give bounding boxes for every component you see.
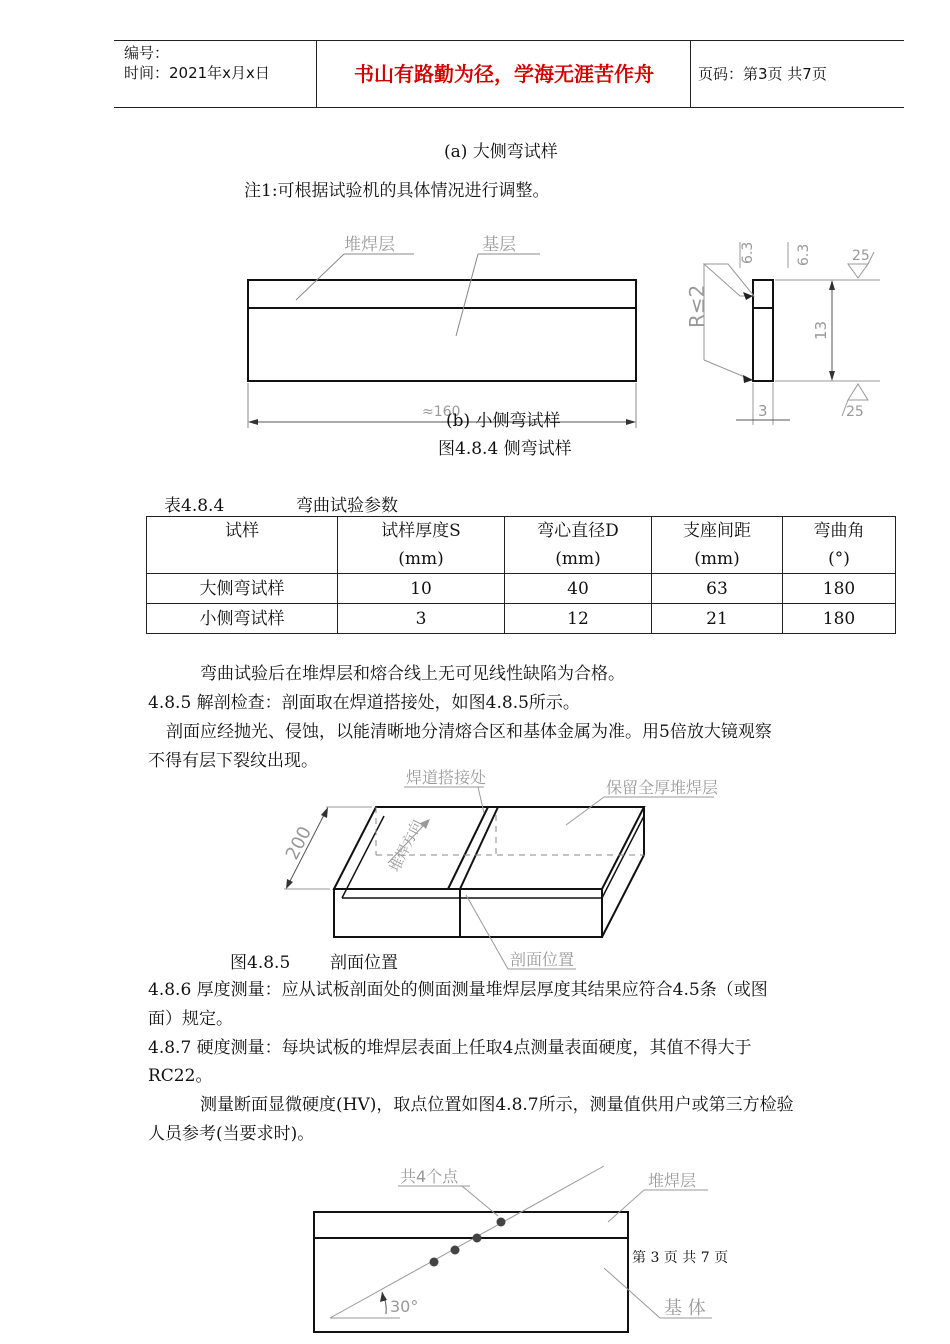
label-four-points: 共4个点 bbox=[400, 1167, 459, 1186]
header-text: 弯心直径D bbox=[537, 521, 619, 541]
note-1: 注1:可根据试验机的具体情况进行调整。 bbox=[244, 181, 550, 201]
layer-edge bbox=[602, 816, 644, 898]
header-motto: 书山有路勤为径，学海无涯苦作舟 bbox=[354, 62, 654, 86]
table-row bbox=[147, 604, 896, 634]
roughness-symbol bbox=[848, 384, 868, 400]
dimension-width: 3 bbox=[758, 402, 768, 420]
measurement-point bbox=[451, 1246, 460, 1255]
table-cell: 10 bbox=[338, 574, 505, 604]
section-4-8-5-heading: 4.8.5 解剖检查：剖面取在焊道搭接处，如图4.8.5所示。 bbox=[148, 693, 580, 713]
table-row bbox=[147, 574, 896, 604]
arrowhead bbox=[286, 879, 293, 889]
arrowhead bbox=[829, 371, 835, 381]
measurement-point bbox=[430, 1258, 439, 1267]
measurement-point bbox=[497, 1218, 506, 1227]
section-4-8-5-body: 不得有层下裂纹出现。 bbox=[148, 751, 318, 771]
header-text: 支座间距 bbox=[683, 521, 751, 541]
header-divider bbox=[316, 41, 317, 107]
figure-caption-a: (a) 大侧弯试样 bbox=[444, 142, 558, 162]
label-base-metal: 基 体 bbox=[664, 1298, 706, 1319]
table-cell: 小侧弯试样 bbox=[147, 604, 338, 634]
plate-side-edge bbox=[602, 855, 644, 937]
label-base-layer: 基层 bbox=[482, 235, 516, 255]
layer-edge bbox=[342, 816, 384, 898]
section-4-8-7-cont: RC22。 bbox=[148, 1066, 213, 1086]
hv-paragraph-cont: 人员参考(当要求时)。 bbox=[148, 1124, 315, 1144]
page-header bbox=[114, 40, 904, 108]
leader-line bbox=[296, 254, 344, 300]
arrowhead bbox=[380, 1292, 387, 1302]
roughness-label: 6.3 bbox=[740, 241, 756, 264]
header-text: 弯曲角 bbox=[813, 521, 865, 541]
figure-side-bend-specimen bbox=[0, 220, 950, 435]
figure-4-8-5-number: 图4.8.5 bbox=[230, 953, 291, 973]
table-cell: 63 bbox=[652, 574, 783, 604]
table-cell: 大侧弯试样 bbox=[147, 574, 338, 604]
arrowhead bbox=[743, 375, 753, 383]
table-number: 表4.8.4 bbox=[164, 496, 225, 516]
figure-4-8-4-caption: 图4.8.4 侧弯试样 bbox=[438, 439, 572, 459]
table-cell: 180 bbox=[783, 604, 896, 634]
arrowhead bbox=[626, 419, 636, 425]
bead-overlap-line bbox=[460, 807, 498, 889]
section-4-8-7: 4.8.7 硬度测量：每块试板的堆焊层表面上任取4点测量表面硬度，其值不得大于 bbox=[148, 1038, 752, 1058]
table-cell: 12 bbox=[505, 604, 652, 634]
header-page-number: 页码：第3页 共7页 bbox=[698, 65, 827, 83]
dimension-height: 13 bbox=[812, 320, 830, 340]
plate-front-face bbox=[334, 889, 602, 937]
header-unit: (mm) bbox=[398, 549, 444, 569]
figure-hardness-points bbox=[0, 1150, 950, 1344]
footer-page-number: 第 3 页 共 7 页 bbox=[632, 1250, 729, 1266]
figure-caption-b: (b) 小侧弯试样 bbox=[446, 411, 561, 431]
header-text: 试样厚度S bbox=[381, 521, 461, 541]
leader-line bbox=[608, 1190, 644, 1222]
hv-paragraph: 测量断面显微硬度(HV)，取点位置如图4.8.7所示，测量值供用户或第三方检验 bbox=[200, 1095, 794, 1115]
figure-section-position bbox=[0, 755, 950, 975]
table-cell: 180 bbox=[783, 574, 896, 604]
leader-line bbox=[466, 895, 508, 969]
section-4-8-6: 4.8.6 厚度测量：应从试板剖面处的侧面测量堆焊层厚度其结果应符合4.5条（或图 bbox=[148, 980, 768, 1000]
header-unit: (mm) bbox=[555, 549, 601, 569]
roughness-label: 25 bbox=[846, 404, 864, 420]
acceptance-paragraph: 弯曲试验后在堆焊层和熔合线上无可见线性缺陷为合格。 bbox=[200, 664, 625, 684]
table-cell: 3 bbox=[338, 604, 505, 634]
table-title: 弯曲试验参数 bbox=[296, 496, 398, 516]
header-unit: (°) bbox=[828, 549, 850, 569]
label-overlay-layer: 堆焊层 bbox=[344, 235, 395, 255]
document-date-label: 时间：2021年x月x日 bbox=[124, 64, 270, 82]
label-overlay-layer: 堆焊层 bbox=[648, 1171, 697, 1190]
leader-line bbox=[456, 254, 478, 336]
table-cell: 21 bbox=[652, 604, 783, 634]
table-header-cell bbox=[338, 517, 505, 574]
section-4-8-5-body: 剖面应经抛光、侵蚀，以能清晰地分清熔合区和基体金属为准。用5倍放大镜观察 bbox=[166, 722, 772, 742]
section-4-8-6-cont: 面）规定。 bbox=[148, 1009, 233, 1029]
dimension-200: 200 bbox=[281, 823, 317, 864]
header-meta bbox=[124, 43, 270, 83]
header-text: 试样 bbox=[225, 521, 259, 541]
arrowhead bbox=[248, 419, 258, 425]
specimen-outline bbox=[248, 280, 636, 381]
section-outline bbox=[753, 280, 773, 381]
table-header-cell bbox=[783, 517, 896, 574]
table-header-cell bbox=[147, 517, 338, 574]
measurement-line bbox=[330, 1166, 604, 1318]
label-bead-overlap: 焊道搭接处 bbox=[406, 768, 487, 787]
measurement-point bbox=[473, 1234, 482, 1243]
leader-line bbox=[604, 1268, 660, 1318]
bend-test-parameters-table bbox=[146, 516, 896, 634]
label-section-position: 剖面位置 bbox=[510, 950, 575, 969]
header-unit: (mm) bbox=[694, 549, 740, 569]
plate-top-face bbox=[334, 807, 644, 889]
label-welding-direction: 堆焊方向 bbox=[387, 817, 427, 875]
roughness-label: 25 bbox=[852, 248, 870, 264]
table-cell: 40 bbox=[505, 574, 652, 604]
bead-overlap-line bbox=[448, 807, 488, 889]
arrowhead bbox=[321, 807, 328, 818]
header-divider bbox=[690, 41, 691, 107]
radius-label: R≤2 bbox=[685, 284, 709, 328]
table-header-cell bbox=[505, 517, 652, 574]
arrowhead bbox=[829, 280, 835, 290]
leader-line bbox=[478, 787, 484, 813]
roughness-symbol bbox=[848, 264, 868, 278]
figure-4-8-5-caption: 剖面位置 bbox=[330, 953, 398, 973]
roughness-label: 6.3 bbox=[796, 243, 812, 266]
dimension-length: ≈160 bbox=[422, 404, 461, 420]
label-keep-overlay: 保留全厚堆焊层 bbox=[606, 778, 719, 797]
angle-label: 30° bbox=[390, 1297, 419, 1316]
leader-line bbox=[566, 797, 604, 825]
radius-leader bbox=[704, 264, 754, 296]
table-header-row bbox=[147, 517, 896, 574]
specimen-outline bbox=[314, 1212, 628, 1332]
document-number-label: 编号： bbox=[124, 44, 170, 62]
table-header-cell bbox=[652, 517, 783, 574]
